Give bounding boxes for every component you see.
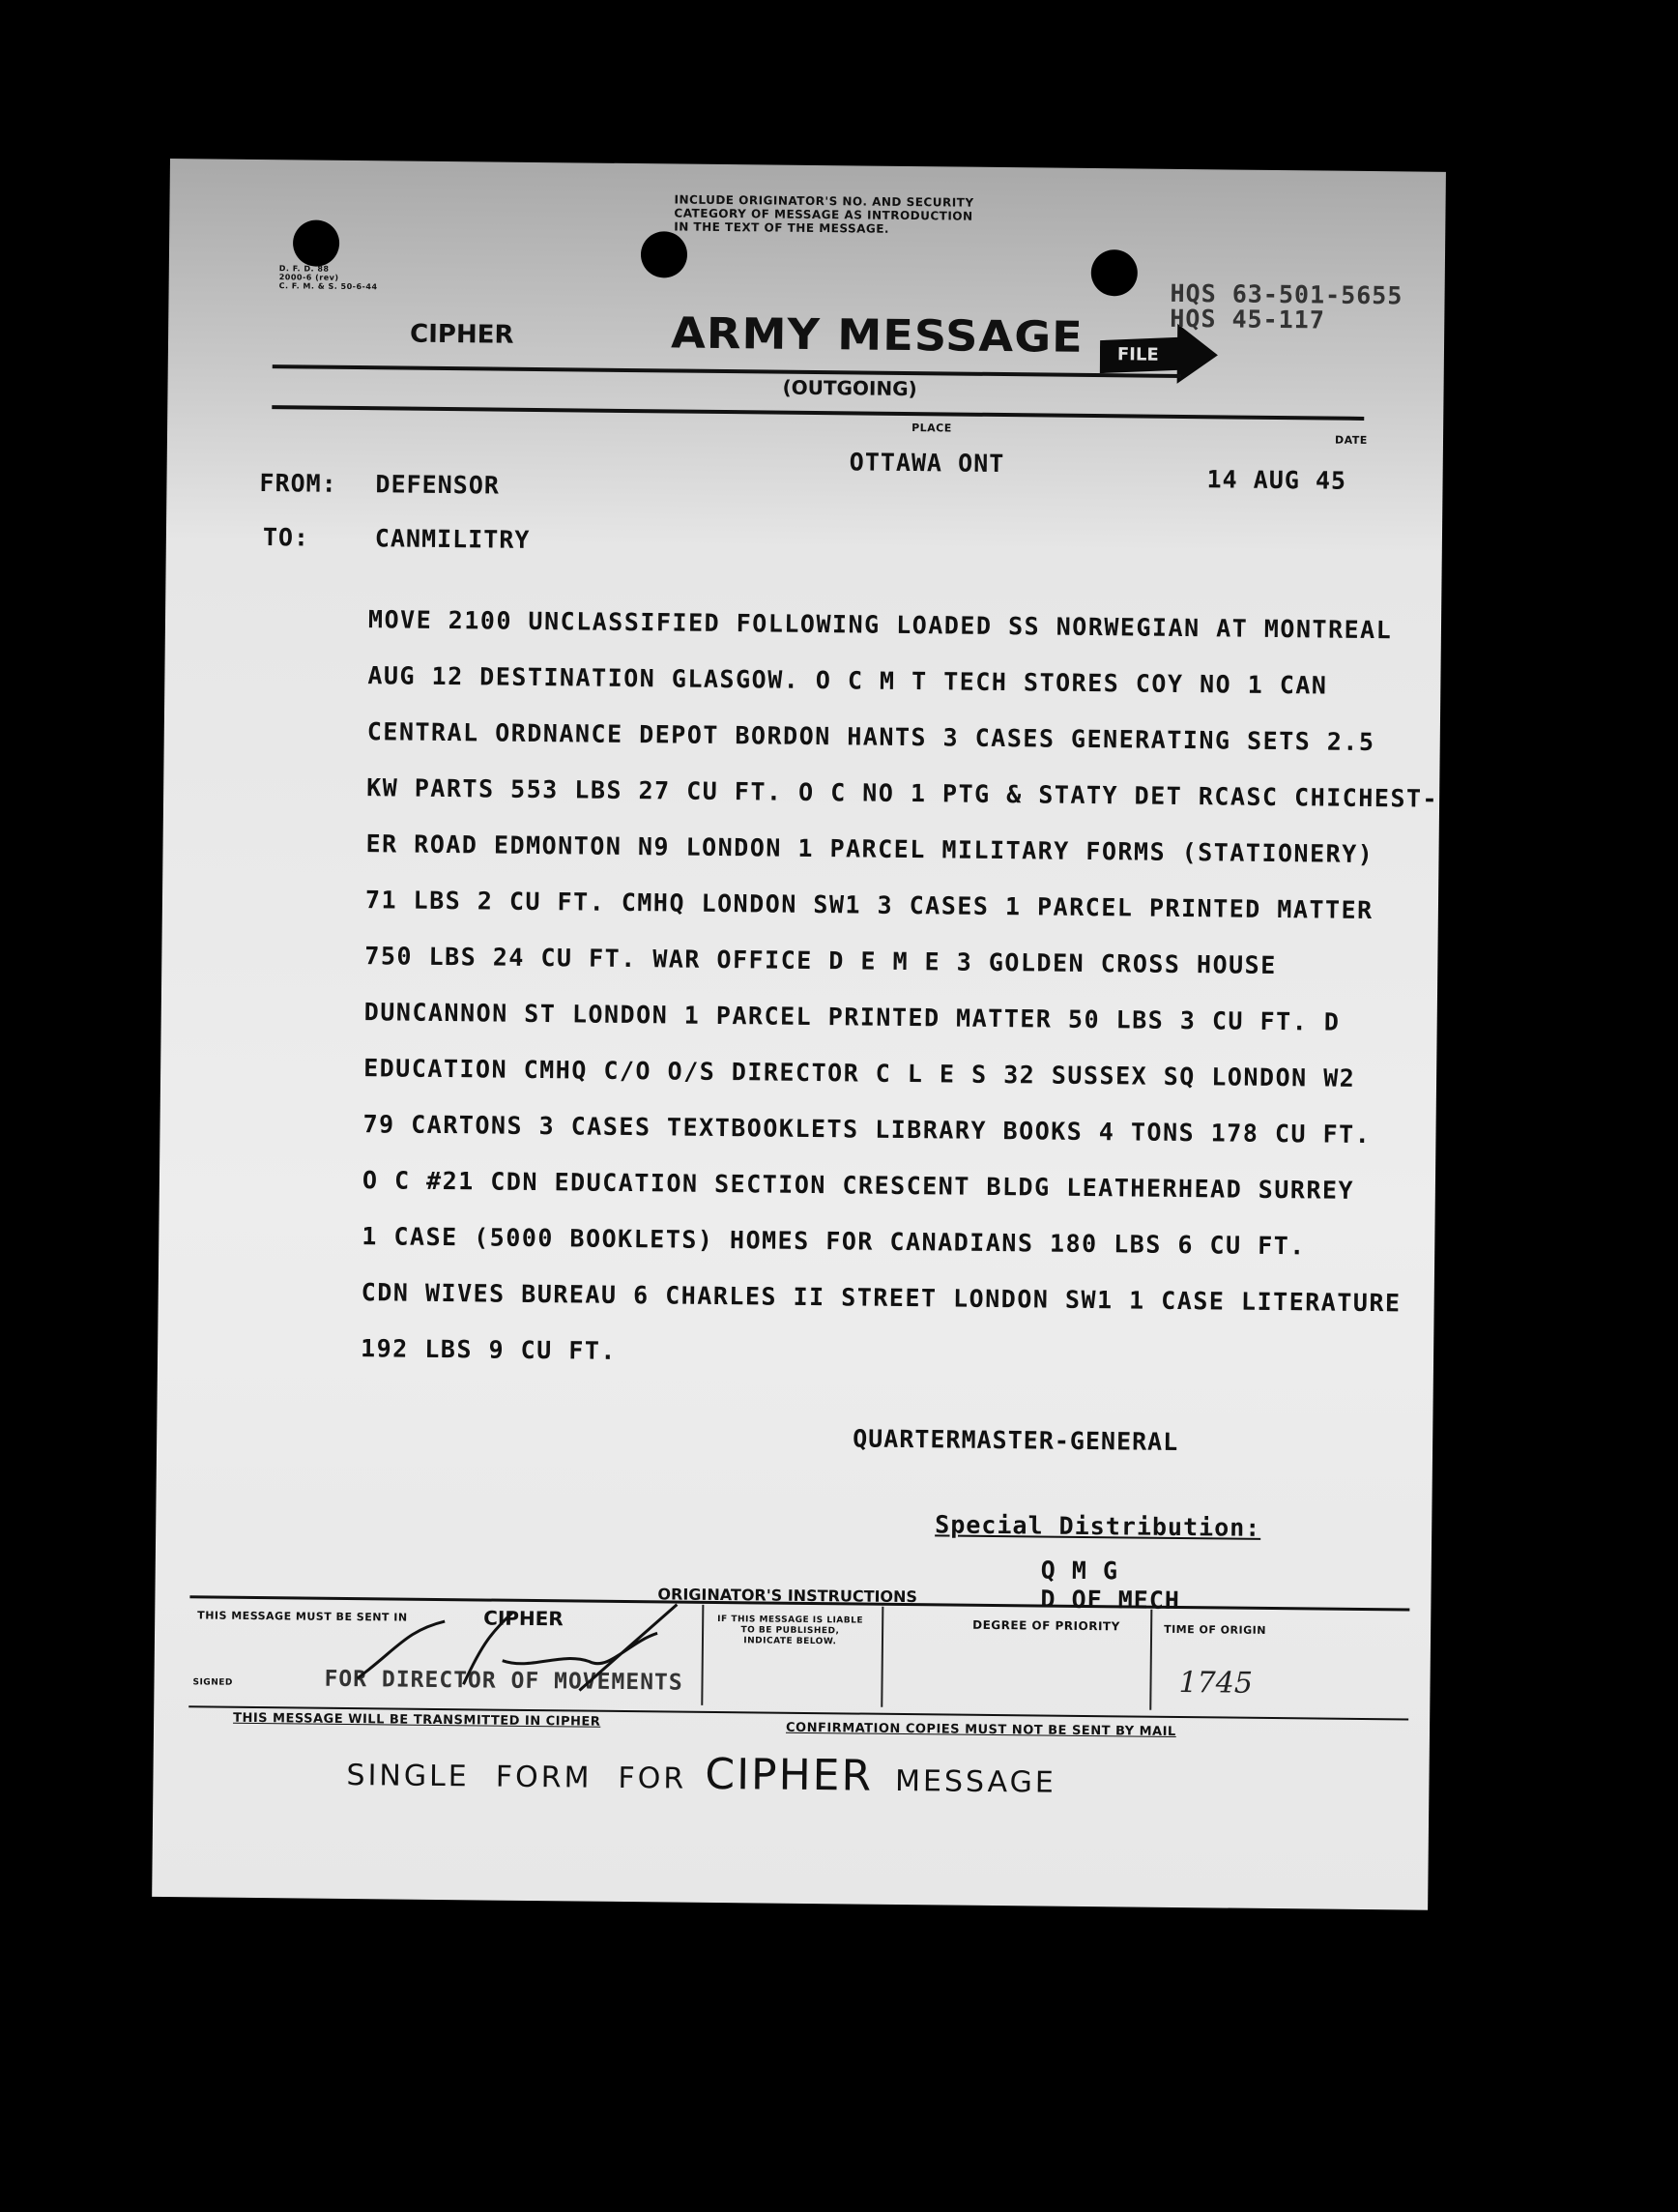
message-line: 79 CARTONS 3 CASES TEXTBOOKLETS LIBRARY BOOKS 4 TONS 178 CU FT.: [362, 1110, 1372, 1150]
must-be-sent-value: CIPHER: [483, 1606, 564, 1631]
footer-divider: [1149, 1610, 1152, 1710]
punch-hole-center: [641, 231, 688, 278]
file-reference-1: HQS 63-501-5655: [1170, 278, 1403, 310]
to-value: CANMILITRY: [374, 524, 531, 554]
signature-block: QUARTERMASTER-GENERAL: [853, 1424, 1179, 1456]
distribution-item: D OF MECH: [1040, 1585, 1181, 1615]
transmitted-note: THIS MESSAGE WILL BE TRANSMITTED IN CIPHER: [233, 1710, 601, 1730]
time-of-origin-value: 1745: [1178, 1666, 1254, 1701]
form-name: SINGLE FORM FOR CIPHER MESSAGE: [346, 1749, 1056, 1801]
message-line: 1 CASE (5000 BOOKLETS) HOMES FOR CANADIANS 180 LBS 6 CU FT.: [362, 1222, 1306, 1261]
message-line: KW PARTS 553 LBS 27 CU FT. O C NO 1 PTG & STATY DET RCASC CHICHEST-: [366, 773, 1439, 813]
footer-divider: [881, 1607, 883, 1707]
to-label: TO:: [262, 523, 310, 552]
form-subtitle: (OUTGOING): [782, 375, 917, 401]
message-line: AUG 12 DESTINATION GLASGOW. O C M T TECH STORES COY NO 1 CAN: [367, 661, 1328, 700]
file-reference-2: HQS 45-117: [1170, 304, 1325, 335]
signed-text: FOR DIRECTOR OF MOVEMENTS: [324, 1666, 683, 1696]
security-instructions: INCLUDE ORIGINATOR'S NO. AND SECURITY CATEGORY OF MESSAGE AS INTRODUCTION IN THE TEXT OF THE MESSAGE.: [674, 192, 974, 236]
punch-hole-right: [1091, 249, 1139, 297]
date-label: DATE: [1334, 433, 1368, 447]
distribution-heading: Special Distribution:: [935, 1510, 1261, 1542]
priority-label: DEGREE OF PRIORITY: [972, 1617, 1120, 1634]
form-codes: D. F. D. 88 2000-6 (rev) C. F. M. & S. 50-6-44: [278, 264, 378, 292]
file-arrow-stamp: [1099, 323, 1226, 395]
date-value: 14 AUG 45: [1206, 465, 1347, 495]
message-line: O C #21 CDN EDUCATION SECTION CRESCENT BLDG LEATHERHEAD SURREY: [362, 1166, 1355, 1205]
punch-hole-left: [293, 219, 340, 267]
message-line: 71 LBS 2 CU FT. CMHQ LONDON SW1 3 CASES 1 PARCEL PRINTED MATTER: [364, 886, 1374, 925]
header-rule-bottom: [272, 405, 1364, 421]
message-line: ER ROAD EDMONTON N9 LONDON 1 PARCEL MILITARY FORMS (STATIONERY): [365, 830, 1374, 869]
message-line: EDUCATION CMHQ C/O O/S DIRECTOR C L E S 32 SUSSEX SQ LONDON W2: [363, 1054, 1356, 1092]
header-rule-top: [273, 364, 1181, 378]
message-line: 192 LBS 9 CU FT.: [360, 1334, 618, 1365]
distribution-item: Q M G: [1040, 1556, 1119, 1586]
file-reference: [1170, 278, 1403, 335]
time-of-origin-label: TIME OF ORIGIN: [1164, 1622, 1267, 1637]
message-line: MOVE 2100 UNCLASSIFIED FOLLOWING LOADED SS NORWEGIAN AT MONTREAL: [367, 605, 1393, 645]
message-line: DUNCANNON ST LONDON 1 PARCEL PRINTED MATTER 50 LBS 3 CU FT. D: [363, 998, 1341, 1036]
message-line: 750 LBS 24 CU FT. WAR OFFICE D E M E 3 GOLDEN CROSS HOUSE: [364, 942, 1277, 980]
publish-note: IF THIS MESSAGE IS LIABLE TO BE PUBLISHED, INDICATE BELOW.: [717, 1615, 864, 1647]
handwritten-signature: [337, 1591, 686, 1702]
message-line: CDN WIVES BUREAU 6 CHARLES II STREET LONDON SW1 1 CASE LITERATURE: [361, 1278, 1402, 1318]
place-value: OTTAWA ONT: [849, 448, 1005, 479]
form-title: ARMY MESSAGE: [670, 308, 1085, 363]
footer-divider: [701, 1605, 704, 1705]
from-value: DEFENSOR: [375, 470, 501, 500]
cipher-label: CIPHER: [409, 319, 514, 350]
signed-label: SIGNED: [192, 1677, 233, 1688]
file-stamp: FILE: [1116, 344, 1159, 365]
originator-instructions-heading: ORIGINATOR'S INSTRUCTIONS: [657, 1585, 918, 1607]
message-line: CENTRAL ORDNANCE DEPOT BORDON HANTS 3 CASES GENERATING SETS 2.5: [366, 717, 1375, 757]
from-label: FROM:: [259, 468, 337, 498]
place-label: PLACE: [911, 422, 952, 435]
message-form: [152, 159, 1446, 1910]
must-be-sent-label: THIS MESSAGE MUST BE SENT IN: [197, 1609, 408, 1624]
confirmation-note: CONFIRMATION COPIES MUST NOT BE SENT BY MAIL: [785, 1720, 1176, 1739]
